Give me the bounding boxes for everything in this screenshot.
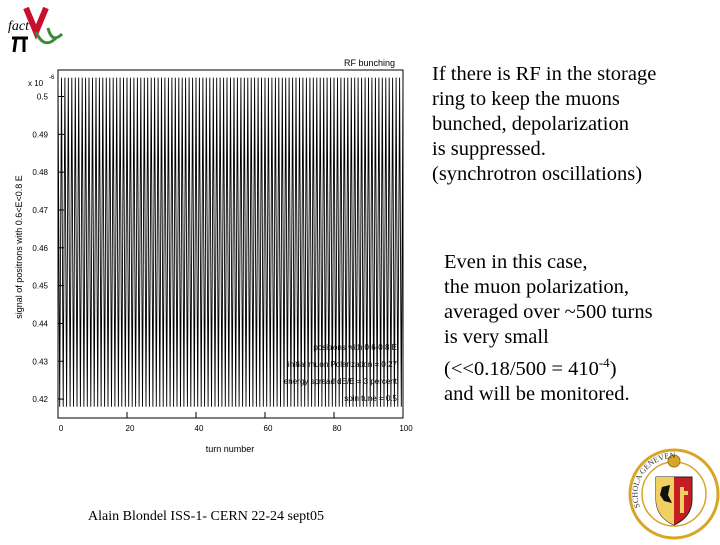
y-tick-label: 0.46 (32, 243, 48, 253)
logo-v-mark (26, 8, 46, 32)
x-tick-label: 60 (263, 424, 273, 433)
y-tick-label: 0.43 (32, 357, 48, 367)
text-line: is suppressed. (432, 138, 546, 160)
text-line: averaged over ~500 turns (444, 301, 653, 323)
y-tick-label: 0.47 (32, 205, 48, 215)
seal-text: SCHOLA GENEVEN (630, 450, 676, 510)
x-tick-label: 0 (58, 424, 64, 433)
y-tick-label: 0.49 (32, 130, 48, 140)
plot-annotation: spin tune = 0.5 (344, 394, 397, 403)
text-line: (synchrotron oscillations) (432, 163, 643, 185)
x-tick-label: 80 (332, 424, 342, 433)
series-line (58, 78, 403, 407)
x-tick-label: 40 (194, 424, 204, 433)
x-axis-label: turn number (205, 444, 255, 454)
y-tick-label: 0.45 (32, 281, 48, 291)
seal-graphic (628, 447, 720, 540)
y-multiplier: x 10 (28, 79, 44, 88)
y-tick-label: 0.5 (36, 92, 48, 102)
y-tick-label: 0.48 (32, 168, 48, 178)
text-block-rf (432, 62, 718, 187)
text-line: is very small (444, 326, 549, 348)
x-ticks (58, 412, 413, 433)
plot-annotation: initial muon Polarization = 0.27 (287, 360, 397, 369)
plot-annotation: positrons with 0.6-0.8 E (313, 343, 397, 352)
rf-bunching-plot (0, 52, 415, 462)
y-tick-label: 0.44 (32, 319, 48, 329)
formula-text: (<<0.18/500 = 410 (444, 357, 599, 380)
x-tick-label: 20 (125, 424, 135, 433)
text-line: If there is RF in the storage (432, 63, 657, 85)
text-block-polarization (444, 250, 720, 407)
logo-text-top: fact (8, 19, 29, 34)
text-line-formula (444, 350, 720, 382)
y-tick-label: 0.42 (32, 395, 48, 405)
nufact-logo-graphic (6, 4, 66, 54)
text-line: bunched, depolarization (432, 113, 629, 135)
formula-close: ) (609, 357, 617, 380)
geneva-university-seal (628, 447, 720, 540)
chart-svg (0, 52, 415, 462)
text-line: the muon polarization, (444, 276, 630, 298)
y-multiplier-exponent: -6 (49, 75, 55, 81)
chart-title: RF bunching (344, 58, 396, 68)
text-line: Even in this case, (444, 251, 588, 273)
text-line: ring to keep the muons (432, 88, 620, 110)
text-line: and will be monitored. (444, 382, 630, 405)
plot-annotation: energy spread dE/E = 3 percent (283, 377, 397, 386)
y-axis-label: signal of positrons with 0.6<E<0.8 E (14, 175, 24, 319)
series-line-group (58, 78, 403, 407)
x-tick-label: 100 (399, 424, 413, 433)
formula-exponent: -4 (598, 355, 610, 370)
footer-credit: Alain Blondel ISS-1- CERN 22-24 sept05 (88, 509, 325, 524)
logo-pi-mark (12, 38, 28, 52)
nufact-logo (6, 4, 66, 54)
